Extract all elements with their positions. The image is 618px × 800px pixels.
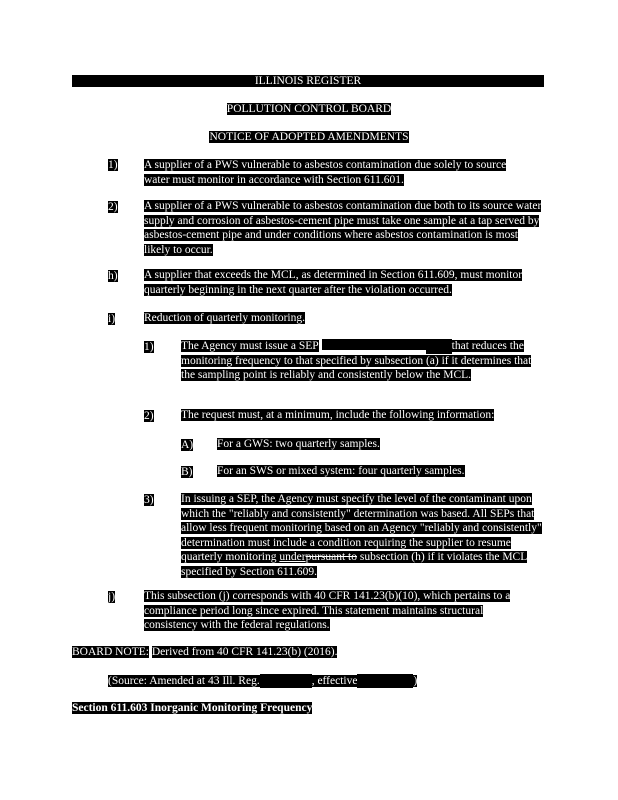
notice-title: [0, 130, 618, 144]
board-title: [0, 102, 618, 116]
item-i1-text: The Agency must issue a SEP that reduces the monitoring frequency to that specified by subsection (a) if it determines that the sampling point is reliably and consistently below the MCL.: [181, 340, 532, 381]
register-header-bar: [72, 75, 544, 87]
item-j-label: j): [108, 591, 116, 603]
item-h-label: h): [108, 270, 118, 282]
item-i2-label: 2): [144, 410, 154, 422]
item-iA-text: For a GWS: two quarterly samples.: [217, 438, 380, 450]
section-heading-text: Section 611.603 Inorganic Monitoring Frequency: [72, 702, 313, 714]
source-middle: , effective: [311, 675, 358, 687]
item-iA-label: A): [181, 439, 194, 451]
redaction-box: [322, 339, 426, 350]
item-1-label: 1): [108, 159, 118, 171]
board-note: [72, 645, 337, 659]
item-2-text: A supplier of a PWS vulnerable to asbestos contamination due both to its source water supply and corrosion of asbestos-cement pipe must take one sample at a tap served by asbestos-cement pipe and under conditions where asbestos contamination is most likely to occur.: [144, 200, 542, 256]
board-note-label: BOARD NOTE:: [72, 646, 149, 658]
item-i-text: Reduction of quarterly monitoring.: [144, 312, 305, 324]
source-line: [108, 674, 417, 688]
item-i2-text: The request must, at a minimum, include the following information:: [181, 409, 495, 421]
item-2-label: 2): [108, 201, 118, 213]
board-title-text: POLLUTION CONTROL BOARD: [226, 103, 392, 115]
item-h-text: A supplier that exceeds the MCL, as determined in Section 611.609, must monitor quarterly beginning in the next quarter after the violation occurred.: [144, 269, 523, 296]
board-note-text: Derived from 40 CFR 141.23(b) (2016).: [151, 646, 338, 658]
notice-title-text: NOTICE OF ADOPTED AMENDMENTS: [209, 131, 409, 143]
item-j-text: This subsection (j) corresponds with 40 CFR 141.23(b)(10), which pertains to a compliance period long since expired. This statement maintains structural consistency with the federal regulations.: [144, 590, 511, 631]
item-i1-label: 1): [144, 341, 154, 353]
item-i3-label: 3): [144, 494, 154, 506]
item-i3-text: In issuing a SEP, the Agency must specify the level of the contaminant upon which the "reliably and consistently" determination was based. All SEPs that allow less frequent monitoring based on an Agency "reliably and consistently" determination must include a condition requiring the supplier to resume quarterly monitoring underpursuant to subsection (h) if it violates the MCL specified by Section 611.609.: [181, 493, 542, 578]
item-iB-label: B): [181, 466, 193, 478]
item-iB-text: For an SWS or mixed system: four quarterly samples.: [217, 465, 465, 477]
item-i-label: i): [108, 313, 116, 325]
source-suffix: ): [413, 675, 418, 687]
item-1-text: A supplier of a PWS vulnerable to asbestos contamination due solely to source water must monitor in accordance with Section 611.601.: [144, 159, 507, 186]
register-title: ILLINOIS REGISTER: [254, 75, 362, 87]
source-prefix: (Source: Amended at 43 Ill. Reg.: [108, 675, 260, 687]
section-heading: [72, 701, 312, 715]
